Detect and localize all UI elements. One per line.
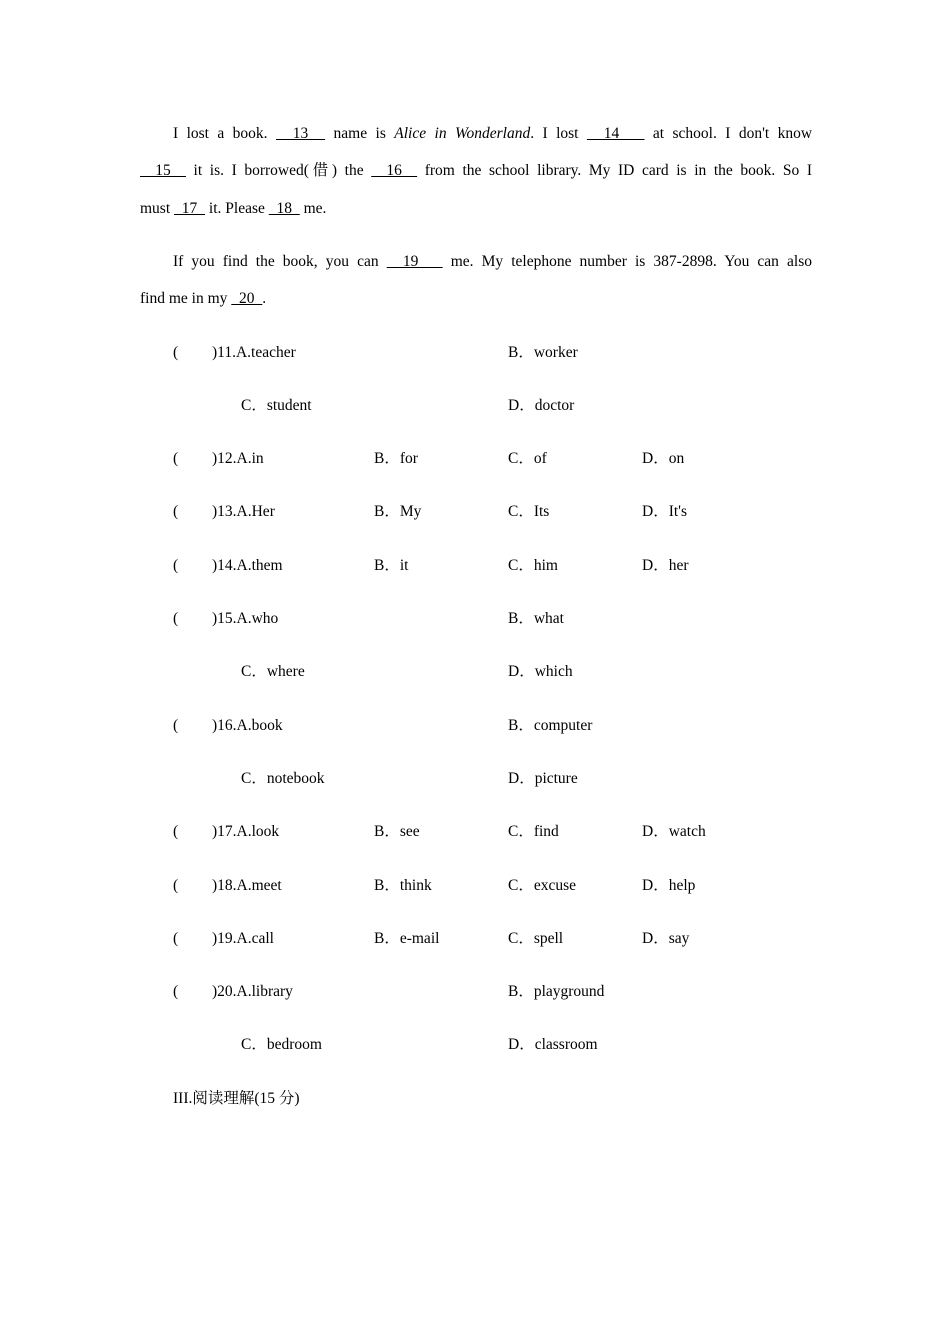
question-row xyxy=(0,821,950,843)
question-number: )17.A.look xyxy=(212,823,280,840)
option-c: C．bedroom xyxy=(241,1036,322,1053)
passage-text: it is. I borrowed(借) the xyxy=(185,162,372,179)
question-row-cont xyxy=(0,395,950,417)
option-b: B．what xyxy=(508,610,564,627)
passage-line xyxy=(140,199,812,219)
option-d: D．classroom xyxy=(508,1036,598,1053)
blank-19: 19 xyxy=(386,253,443,270)
option-b: B．see xyxy=(374,823,420,840)
option-b: B．playground xyxy=(508,983,605,1000)
question-number: )12.A.in xyxy=(212,450,264,467)
option-c: C．where xyxy=(241,663,305,680)
question-number: )20.A.library xyxy=(212,983,293,1000)
option-a: A.in xyxy=(236,450,264,467)
answer-bracket-open[interactable]: ( xyxy=(173,983,179,1000)
question-row xyxy=(0,715,950,737)
blank-15: 15 xyxy=(140,162,186,179)
option-d: D．which xyxy=(508,663,573,680)
option-d: D．help xyxy=(642,877,696,894)
option-d: D．her xyxy=(642,557,689,574)
blank-20: 20 xyxy=(231,290,263,307)
answer-bracket-open[interactable]: ( xyxy=(173,930,179,947)
option-a: A.who xyxy=(236,610,279,627)
question-row xyxy=(0,608,950,630)
option-b: B．My xyxy=(374,503,422,520)
section-heading: III.阅读理解(15 分) xyxy=(173,1090,300,1107)
passage-text: from the school library. My ID card is in the book. So I xyxy=(417,162,813,179)
question-row-cont xyxy=(0,768,950,790)
answer-bracket-open[interactable]: ( xyxy=(173,344,179,361)
option-c: C．notebook xyxy=(241,770,325,787)
passage-text: find me in my xyxy=(140,290,232,307)
answer-bracket-open[interactable]: ( xyxy=(173,610,179,627)
passage-line xyxy=(173,124,812,144)
option-d: D．say xyxy=(642,930,690,947)
option-a: A.teacher xyxy=(235,344,296,361)
blank-14: 14 xyxy=(586,125,645,142)
question-number: )19.A.call xyxy=(212,930,274,947)
option-c: C．spell xyxy=(508,930,564,947)
option-d: D．on xyxy=(642,450,685,467)
passage-text: . xyxy=(262,290,267,307)
option-a: A.library xyxy=(236,983,293,1000)
option-c: C．excuse xyxy=(508,877,577,894)
question-number: )14.A.them xyxy=(212,557,283,574)
option-c: C．find xyxy=(508,823,559,840)
option-c: C．of xyxy=(508,450,547,467)
option-a: A.Her xyxy=(236,503,275,520)
option-b: B．think xyxy=(374,877,432,894)
option-a: A.them xyxy=(236,557,283,574)
question-row xyxy=(0,448,950,470)
question-row xyxy=(0,928,950,950)
option-c: C．student xyxy=(241,397,312,414)
passage-line xyxy=(140,289,812,309)
question-row xyxy=(0,875,950,897)
option-d: D．It's xyxy=(642,503,687,520)
option-b: B．worker xyxy=(508,344,578,361)
option-d: D．watch xyxy=(642,823,706,840)
option-d: D．picture xyxy=(508,770,578,787)
option-a: A.book xyxy=(236,717,283,734)
blank-16: 16 xyxy=(371,162,418,179)
answer-bracket-open[interactable]: ( xyxy=(173,823,179,840)
passage-text: me. xyxy=(299,200,327,217)
question-number: )15.A.who xyxy=(212,610,279,627)
answer-bracket-open[interactable]: ( xyxy=(173,717,179,734)
blank-17: 17 xyxy=(174,200,206,217)
option-b: B．e-mail xyxy=(374,930,440,947)
passage-text: at school. I don't know xyxy=(644,125,813,142)
passage-line xyxy=(173,252,812,272)
passage-text: me. My telephone number is 387-2898. You can also xyxy=(442,253,812,270)
option-d: D．doctor xyxy=(508,397,575,414)
question-row-cont xyxy=(0,661,950,683)
question-row-cont xyxy=(0,1034,950,1056)
option-b: B．for xyxy=(374,450,418,467)
book-title: Alice in Wonderland xyxy=(394,125,531,142)
question-number: )16.A.book xyxy=(212,717,283,734)
question-row xyxy=(0,342,950,364)
option-b: B．computer xyxy=(508,717,593,734)
option-c: C．him xyxy=(508,557,558,574)
passage-text: name is xyxy=(325,125,395,142)
answer-bracket-open[interactable]: ( xyxy=(173,450,179,467)
question-number: )13.A.Her xyxy=(212,503,275,520)
option-c: C．Its xyxy=(508,503,550,520)
passage-text: I lost a book. xyxy=(173,125,276,142)
question-row xyxy=(0,981,950,1003)
answer-bracket-open[interactable]: ( xyxy=(173,557,179,574)
passage-text: . I lost xyxy=(530,125,587,142)
blank-18: 18 xyxy=(268,200,300,217)
question-row xyxy=(0,555,950,577)
passage-text: it. Please xyxy=(205,200,269,217)
passage-text: must xyxy=(140,200,175,217)
option-b: B．it xyxy=(374,557,409,574)
option-a: A.meet xyxy=(236,877,282,894)
question-number: )18.A.meet xyxy=(212,877,282,894)
passage-line xyxy=(140,161,812,181)
passage-text: If you find the book, you can xyxy=(173,253,387,270)
answer-bracket-open[interactable]: ( xyxy=(173,503,179,520)
answer-bracket-open[interactable]: ( xyxy=(173,877,179,894)
question-row xyxy=(0,501,950,523)
option-a: A.call xyxy=(236,930,274,947)
question-number: )11.A.teacher xyxy=(212,344,296,361)
blank-13: 13 xyxy=(275,125,326,142)
option-a: A.look xyxy=(236,823,280,840)
